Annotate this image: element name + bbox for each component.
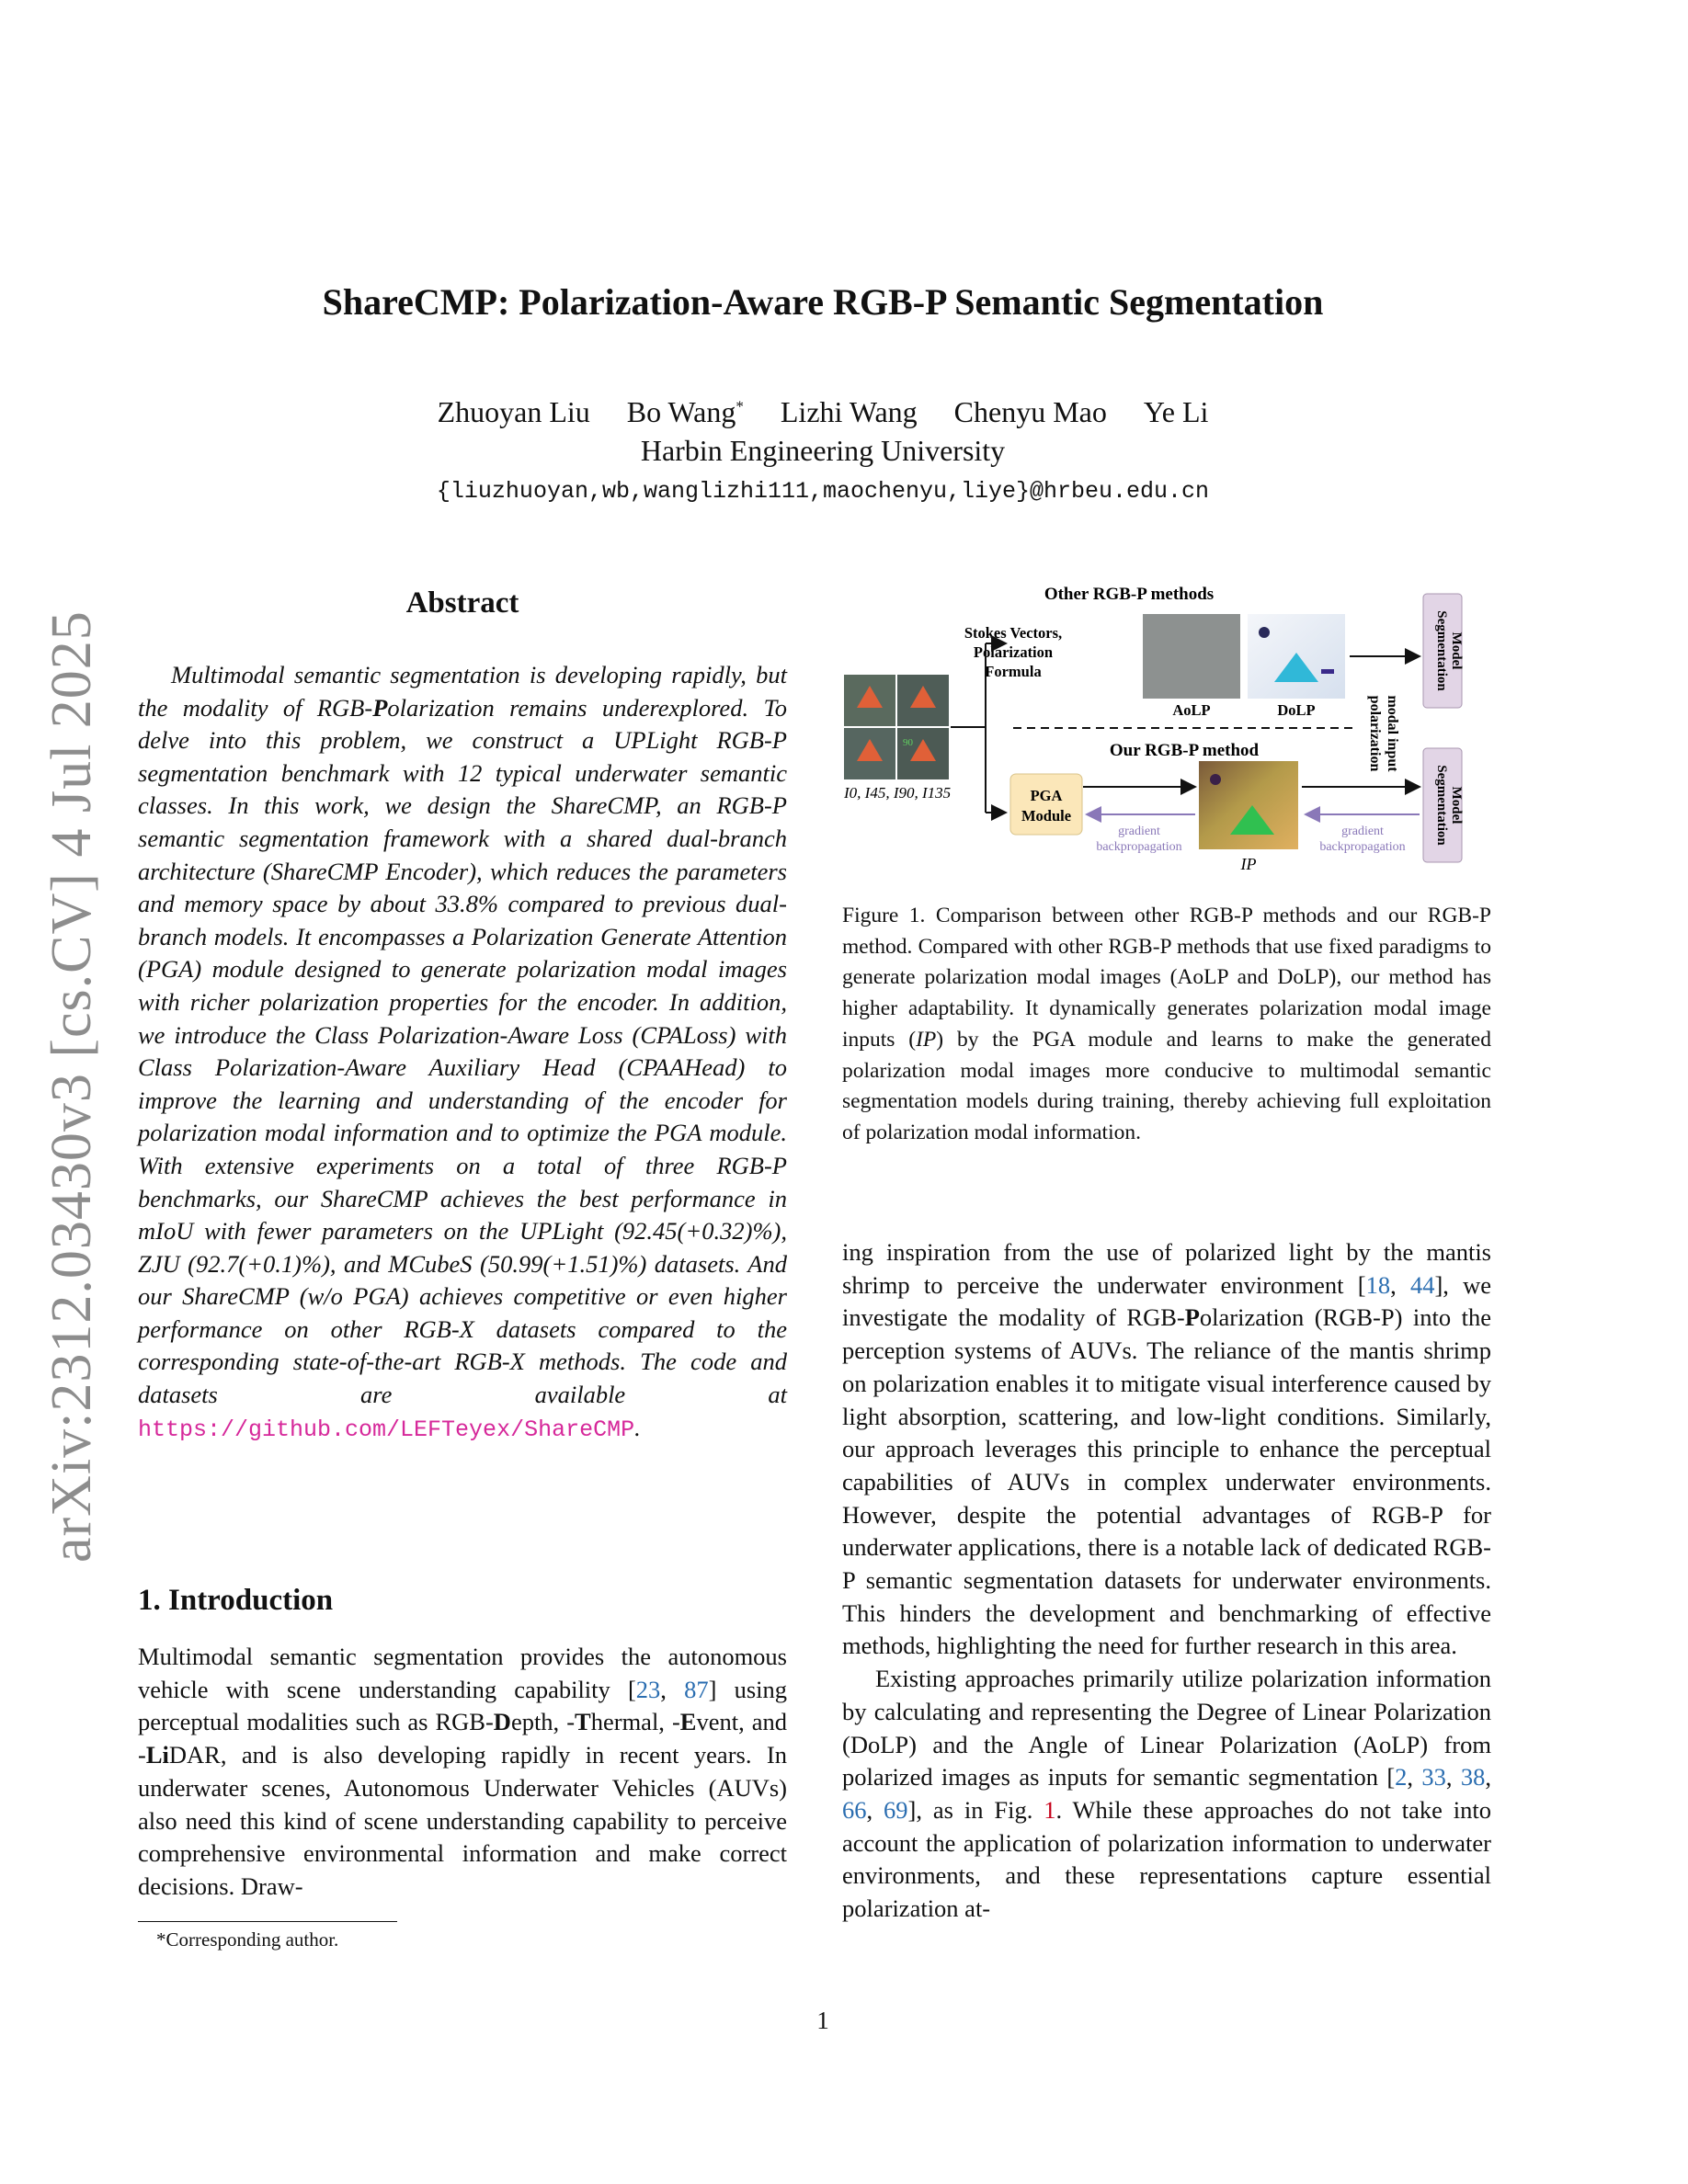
text-run: DAR, and is also developing rapidly in recent years. In underwater scenes, Autonomous Underwater Vehicles (AUVs) also need this kind of scene understanding capability to perceive comprehensive environmental information and make correct decisions. Draw- <box>138 1741 787 1900</box>
text-run: , <box>1445 1763 1461 1792</box>
page-number: 1 <box>816 2007 829 2034</box>
abstract-heading: Abstract <box>405 586 519 620</box>
caption-ip-symbol: IP <box>916 1027 937 1052</box>
author-name: Zhuoyan Liu <box>437 395 590 428</box>
pga-label-line2: Module <box>1021 807 1072 825</box>
citation-link[interactable]: 87 <box>684 1675 709 1703</box>
corresponding-mark: * <box>736 397 744 415</box>
grad-right-line2: backpropagation <box>1319 840 1406 854</box>
other-methods-label: Other RGB-P methods <box>1044 585 1215 604</box>
citation-link[interactable]: 69 <box>884 1795 908 1824</box>
seg-model-bottom-line1: Segmentation <box>1434 765 1449 846</box>
text-run: , <box>866 1795 884 1824</box>
citation-link[interactable]: 38 <box>1460 1763 1486 1792</box>
body-paragraph <box>842 1236 1491 1663</box>
citation-link[interactable]: 33 <box>1421 1763 1446 1792</box>
section-heading-introduction: 1. Introduction <box>138 1584 334 1617</box>
stokes-label-line1: Stokes Vectors, <box>964 624 1063 642</box>
stokes-label-line2: Polarization <box>973 643 1054 661</box>
text-run: epth, - <box>510 1708 576 1736</box>
introduction-paragraph <box>138 1641 787 1904</box>
text-run: vent, and - <box>138 1708 788 1769</box>
citation-link[interactable]: 44 <box>1409 1270 1435 1299</box>
stokes-label-line3: Formula <box>985 663 1042 680</box>
aolp-label: AoLP <box>1172 701 1211 719</box>
polar-input-label-line1: polarization <box>1367 695 1383 772</box>
text-run: olarization (RGB-P) into the perception systems of AUVs. The reliance of the mantis shrimp on polarization enables it to mitigate visual interference caused by light absorption, scattering, and low-light conditions. Similarly, our approach leverages this principle to enhance the perceptual capabilities of AUVs in complex underwater environments. However, despite the potential advantages of RGB-P for underwater applications, there is a notable lack of dedicated RGB-P semantic segmentation datasets for underwater environments. This hinders the development and benchmarking of effective methods, highlighting the need for further research in this area. <box>842 1303 1491 1660</box>
text-run: . While these approaches do not take into account the application of polarization information to underwater environments, and these representations capture essential polarization at- <box>842 1795 1491 1923</box>
citation-link[interactable]: 18 <box>1365 1270 1391 1299</box>
text-run: , <box>1407 1763 1422 1792</box>
text-run: , <box>660 1675 685 1703</box>
grad-left-line2: backpropagation <box>1096 840 1182 854</box>
seg-model-top-line1: Segmentation <box>1434 610 1449 691</box>
text-run: ], we investigate the modality of RGB- <box>842 1270 1492 1332</box>
ip-label: IP <box>1240 855 1257 873</box>
bold-letter: D <box>493 1708 511 1736</box>
aolp-image <box>1143 614 1240 699</box>
grad-right-line1: gradient <box>1341 825 1384 838</box>
ip-blob <box>1210 774 1221 785</box>
code-link[interactable]: https://github.com/LEFTeyex/ShareCMP <box>138 1416 635 1443</box>
author-list <box>0 395 1646 429</box>
text-run: ing inspiration from the use of polarized light by the mantis shrimp to perceive the underwater environment [ <box>842 1238 1491 1299</box>
abstract-part: olarization remains underexplored. To delve into this problem, we construct a UPLight RGB-P segmentation benchmark with 12 typical underwater semantic classes. In this work, we design the ShareCMP, an RGB-P semantic segmentation framework with a shared dual-branch architecture (ShareCMP Encoder), which reduces the parameters and memory space by about 33.8% compared to previous dual-branch models. It encompasses a Polarization Generate Attention (PGA) module designed to generate polarization modal images with richer polarization properties for the encoder. In addition, we introduce the Class Polarization-Aware Loss (CPALoss) with Class Polarization-Aware Auxiliary Head (CPAAHead) to improve the learning and understanding of the encoder for polarization modal information and to optimize the PGA module. With extensive experiments on a total of three RGB-P benchmarks, our ShareCMP achieves the best performance in mIoU with fewer parameters on the UPLight (92.45(+0.32)%), ZJU (92.7(+0.1)%), and MCubeS (50.99(+1.51)%) datasets. And our ShareCMP (w/o PGA) achieves competitive or even higher performance on other RGB-X datasets compared to the corresponding state-of-the-art RGB-X methods. The code and datasets are available at <box>138 693 788 1409</box>
dolp-blob <box>1259 627 1270 638</box>
text-run: Existing approaches primarily utilize polarization information by calculating and representing the Degree of Linear Polarization (DoLP) and the Angle of Linear Polarization (AoLP) from polarized images as inputs for semantic segmentation [ <box>842 1665 1491 1792</box>
figure-1-diagram <box>842 577 1504 881</box>
author-name <box>627 395 744 428</box>
input-cell-number: 90 <box>903 737 913 748</box>
input-polarized-images <box>844 675 949 779</box>
figure-reference-link[interactable]: 1 <box>1044 1795 1056 1824</box>
polar-input-label-line2: modal input <box>1385 695 1400 772</box>
body-paragraph <box>842 1663 1491 1926</box>
author-name-text: Bo Wang <box>626 395 736 428</box>
footnote: *Corresponding author. <box>156 1928 339 1951</box>
citation-link[interactable]: 23 <box>635 1675 661 1703</box>
arxiv-stamp: arXiv:2312.03430v3 [cs.CV] 4 Jul 2025 <box>40 610 103 1563</box>
dolp-label: DoLP <box>1277 701 1316 719</box>
author-name: Ye Li <box>1143 395 1209 428</box>
bold-letter: E <box>679 1708 697 1736</box>
paper-title: ShareCMP: Polarization-Aware RGB-P Semantic Segmentation <box>322 281 1324 323</box>
text-run: ] using perceptual modalities such as RGB- <box>138 1675 787 1736</box>
caption-text: Figure 1. Comparison between other RGB-P methods and our RGB-P method. Compared with other RGB-P methods that use fixed paradigms to generate polarization modal images (AoLP and DoLP), our method has higher adaptability. It dynamically generates polarization modal image inputs ( <box>842 904 1491 1052</box>
text-run: ], as in Fig. <box>907 1795 1044 1824</box>
pga-module-box <box>1010 774 1082 835</box>
inputs-label: I0, I45, I90, I135 <box>844 784 952 802</box>
author-emails: {liuzhuoyan,wb,wanglizhi111,maochenyu,liye}@hrbeu.edu.cn <box>436 478 1210 505</box>
affiliation: Harbin Engineering University <box>640 434 1006 467</box>
text-run: Multimodal semantic segmentation provides the autonomous vehicle with scene understanding capability [ <box>138 1643 787 1703</box>
right-column-body <box>842 1236 1491 1926</box>
figure-1-caption <box>842 901 1491 1149</box>
author-name: Chenyu Mao <box>953 395 1107 428</box>
abstract-part: Multimodal semantic segmentation is developing rapidly, but the modality of RGB- <box>138 661 787 722</box>
pga-label-line1: PGA <box>1030 787 1063 804</box>
abstract-end: . <box>634 1413 641 1441</box>
bold-letter: P <box>1184 1303 1200 1332</box>
caption-text: ) by the PGA module and learns to make the generated polarization modal images more conducive to multimodal semantic segmentation models during training, thereby achieving full exploitation of polarization modal information. <box>842 1027 1491 1144</box>
bold-letter: T <box>575 1708 591 1736</box>
seg-model-bottom-line2: Model <box>1449 786 1464 825</box>
dolp-mark <box>1321 669 1334 674</box>
abstract-bold-letter: P <box>372 693 388 722</box>
bold-letter: Li <box>145 1741 169 1769</box>
abstract-text <box>138 659 787 1446</box>
text-run: hermal, - <box>590 1708 680 1736</box>
citation-link[interactable]: 2 <box>1395 1763 1408 1792</box>
text-run: , <box>1485 1763 1492 1792</box>
grad-left-line1: gradient <box>1118 825 1160 838</box>
text-run: , <box>1390 1270 1410 1299</box>
seg-model-top-line2: Model <box>1449 631 1464 670</box>
author-name: Lizhi Wang <box>780 395 918 428</box>
our-method-label: Our RGB-P method <box>1109 741 1260 760</box>
citation-link[interactable]: 66 <box>842 1795 867 1824</box>
footnote-rule <box>138 1921 397 1922</box>
